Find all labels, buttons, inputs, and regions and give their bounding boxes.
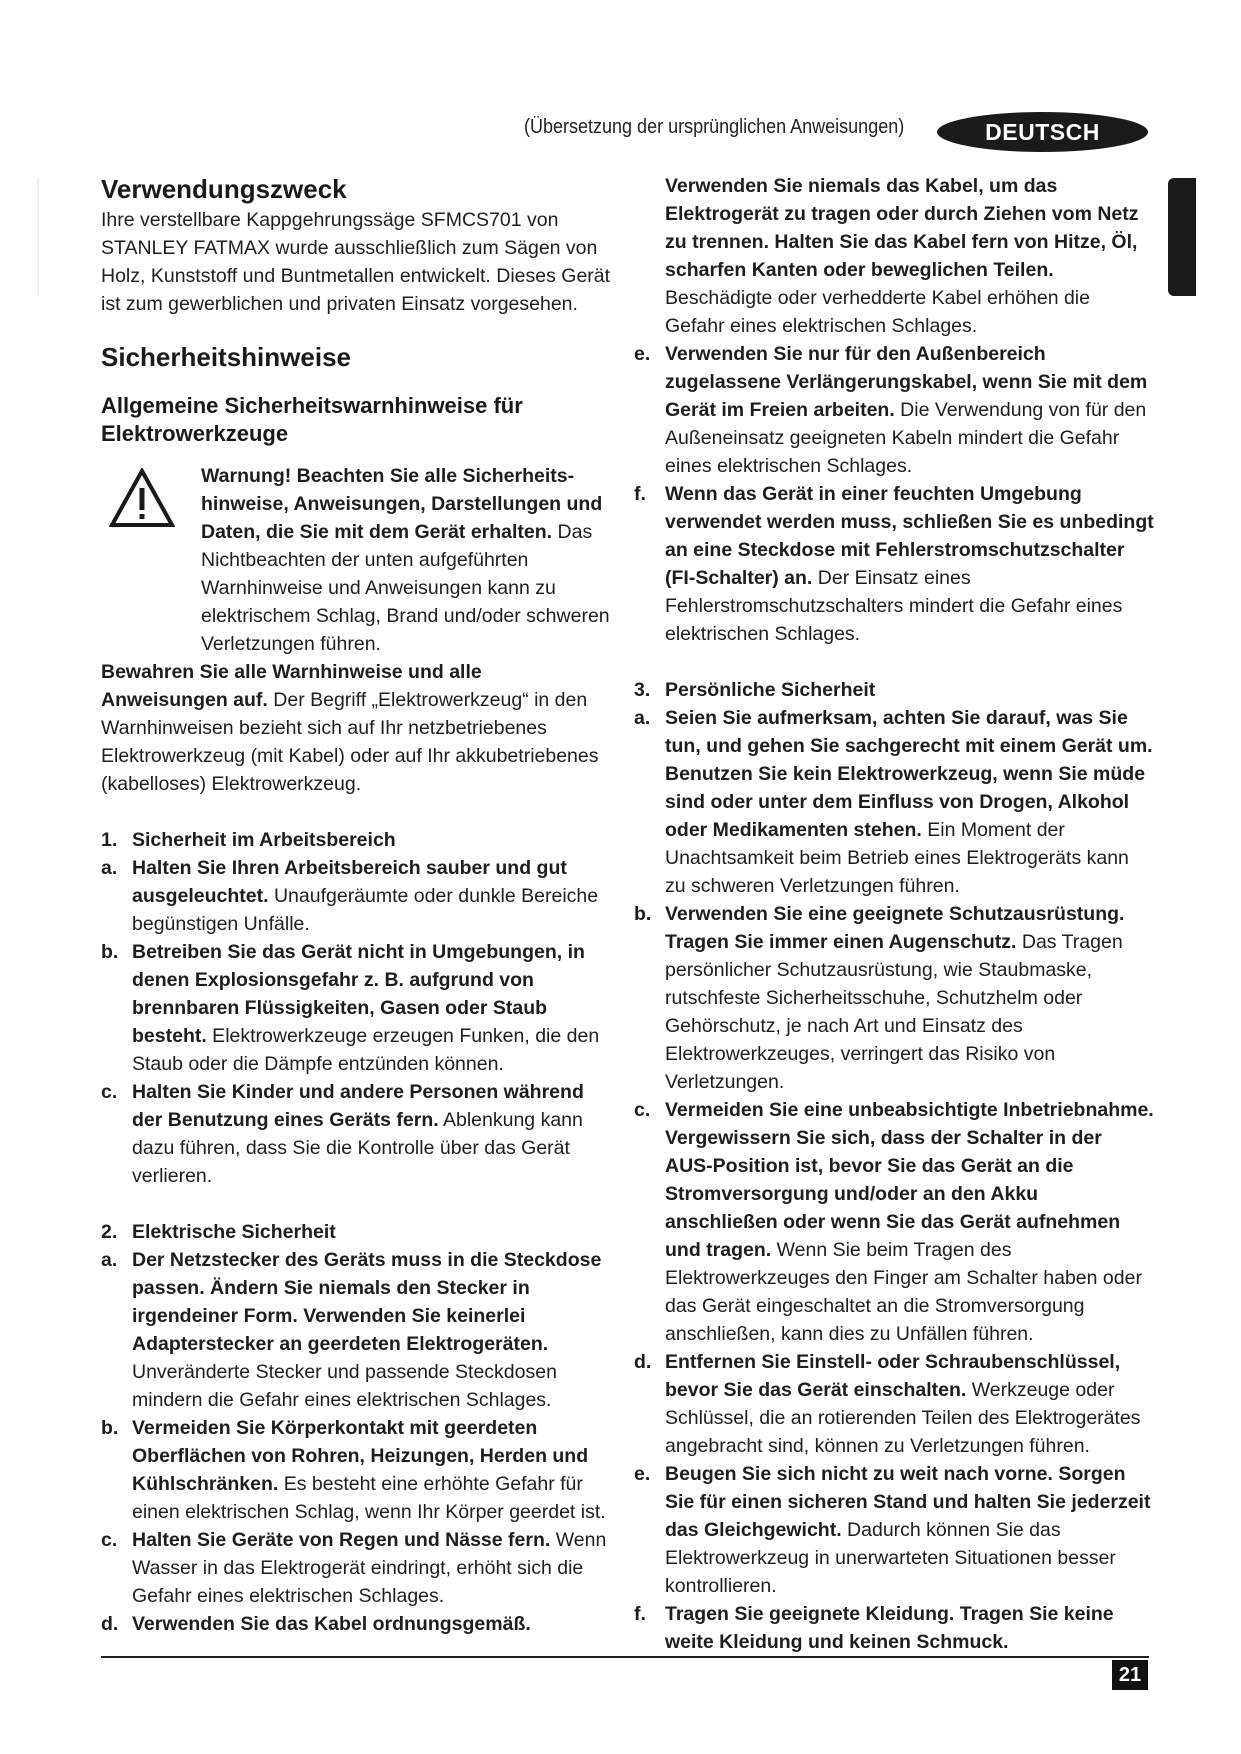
item-marker: b. bbox=[101, 941, 119, 963]
purpose-text: Ihre verstellbare Kappgehrungssäge SFMCS701 von STANLEY FATMAX wurde ausschließlich zum Sägen von Holz, Kunststoff und Buntmetallen entwickelt. Dieses Gerät ist zum gewerblichen und privaten Einsatz vorgesehen. bbox=[101, 209, 611, 315]
item-marker: d. bbox=[634, 1351, 652, 1373]
item-text: Dadurch können Sie das Elektrowerkzeug in unerwarteten Situationen besser kontrollieren. bbox=[665, 1519, 1116, 1597]
item-marker: c. bbox=[101, 1081, 118, 1103]
section-2-number: 2. bbox=[101, 1221, 118, 1243]
list-item bbox=[634, 900, 1154, 1096]
list-item-continued bbox=[634, 172, 1154, 340]
item-text: Elektrowerkzeuge erzeugen Funken, die den Staub oder die Dämpfe entzünden können. bbox=[132, 1025, 600, 1075]
item-text: Der Einsatz eines Fehlerstromschutzschalters mindert die Gefahr eines elektrischen Schlages. bbox=[665, 567, 1123, 645]
item-marker: d. bbox=[101, 1613, 119, 1635]
list-item bbox=[101, 1610, 611, 1638]
translation-note: (Übersetzung der ursprünglichen Anweisungen) bbox=[524, 116, 905, 138]
item-marker: c. bbox=[634, 1099, 651, 1121]
item-text: Wenn Sie beim Tragen des Elektrowerkzeuges den Finger am Schalter haben oder das Gerät eingeschaltet an die Stromversorgung anschließen, kann dies zu Unfällen führen. bbox=[665, 1239, 1142, 1345]
item-bold: Verwenden Sie nur für den Außenbereich zugelassene Verlängerungskabel, wenn Sie mit dem Gerät im Freien arbeiten. bbox=[665, 343, 1148, 421]
item-bold: Halten Sie Ihren Arbeitsbereich sauber und gut ausgeleuchtet. bbox=[132, 857, 567, 907]
list-item bbox=[101, 1246, 611, 1414]
item-marker: a. bbox=[101, 1249, 118, 1271]
item-bold: Vermeiden Sie eine unbeabsichtigte Inbetriebnahme. Vergewissern Sie sich, dass der Schalter in der AUS-Position ist, bevor Sie das Gerät an die Stromversorgung und/oder an den Akku anschließen oder wenn Sie das Gerät aufnehmen und tragen. bbox=[665, 1099, 1154, 1261]
section-3-label: Persönliche Sicherheit bbox=[665, 679, 876, 701]
item-marker: a. bbox=[101, 857, 118, 879]
safety-heading: Sicherheitshinweise bbox=[101, 342, 351, 372]
list-item bbox=[634, 1460, 1154, 1600]
item-bold: Der Netzstecker des Geräts muss in die Steckdose passen. Ändern Sie niemals den Stecker in irgendeiner Form. Verwenden Sie keinerlei Adapterstecker an geerdeten Elektrogeräten. bbox=[132, 1249, 602, 1355]
list-item bbox=[634, 1096, 1154, 1348]
item-bold: Wenn das Gerät in einer feuchten Umgebung verwendet werden muss, schließen Sie es unbedingt an eine Steckdose mit Fehlerstromschutzschalter (FI-Schalter) an. bbox=[665, 483, 1154, 589]
margin-mark bbox=[37, 178, 39, 296]
warning-text: Das Nichtbeachten der unten aufgeführten Warnhinweise und Anweisungen kann zu elektrischem Schlag, Brand und/oder schweren Verletzungen führen. bbox=[201, 521, 610, 655]
list-item bbox=[101, 854, 611, 938]
left-column bbox=[101, 172, 611, 1638]
section-3-number: 3. bbox=[634, 679, 651, 701]
section-1-title bbox=[101, 826, 611, 854]
item-marker: e. bbox=[634, 343, 651, 365]
item-text: Unaufgeräumte oder dunkle Bereiche begünstigen Unfälle. bbox=[132, 885, 599, 935]
item-marker: b. bbox=[101, 1417, 119, 1439]
page-number: 21 bbox=[1112, 1660, 1148, 1690]
list-item bbox=[634, 1600, 1154, 1656]
right-column bbox=[634, 172, 1154, 1656]
list-item bbox=[101, 1526, 611, 1610]
list-item bbox=[101, 1078, 611, 1190]
item-bold: Tragen Sie geeignete Kleidung. Tragen Sie keine weite Kleidung und keinen Schmuck. bbox=[665, 1603, 1114, 1653]
item-bold: Verwenden Sie das Kabel ordnungsgemäß. bbox=[132, 1613, 531, 1635]
item-marker: e. bbox=[634, 1463, 651, 1485]
list-item bbox=[634, 480, 1154, 648]
section-1-number: 1. bbox=[101, 829, 118, 851]
item-text: Beschädigte oder verhedderte Kabel erhöhen die Gefahr eines elektrischen Schlages. bbox=[665, 287, 1090, 337]
list-item bbox=[634, 1348, 1154, 1460]
item-text: Werkzeuge oder Schlüssel, die an rotierenden Teilen des Elektrogerätes angebracht sind, können zu Verletzungen führen. bbox=[665, 1379, 1141, 1457]
item-marker: a. bbox=[634, 707, 651, 729]
warning-triangle-icon bbox=[109, 468, 175, 528]
item-marker: c. bbox=[101, 1529, 118, 1551]
section-2-title bbox=[101, 1218, 611, 1246]
item-bold: Verwenden Sie eine geeignete Schutzausrüstung. Tragen Sie immer einen Augenschutz. bbox=[665, 903, 1125, 953]
keep-bold: Bewahren Sie alle Warnhinweise und alle Anweisungen auf. bbox=[101, 661, 482, 711]
item-bold: Entfernen Sie Einstell- oder Schraubenschlüssel, bevor Sie das Gerät einschalten. bbox=[665, 1351, 1121, 1401]
item-text: Ein Moment der Unachtsamkeit beim Betrieb eines Elektrogeräts kann zu schweren Verletzungen führen. bbox=[665, 819, 1129, 897]
item-bold: Seien Sie aufmerksam, achten Sie darauf, was Sie tun, und gehen Sie sachgerecht mit einem Gerät um. Benutzen Sie kein Elektrowerkzeug, wenn Sie müde sind oder unter dem Einfluss von Drogen, Alkohol oder Medikamenten stehen. bbox=[665, 707, 1153, 841]
item-text: Das Tragen persönlicher Schutzausrüstung, wie Staubmaske, rutschfeste Sicherheitsschuhe, Schutzhelm oder Gehörschutz, je nach Art und Einsatz des Elektrowerkzeuges, verringert das Risiko von Verletzungen. bbox=[665, 931, 1123, 1093]
item-bold: Halten Sie Geräte von Regen und Nässe fern. bbox=[132, 1529, 551, 1551]
section-2-label: Elektrische Sicherheit bbox=[132, 1221, 336, 1243]
list-item bbox=[101, 1414, 611, 1526]
list-item bbox=[634, 340, 1154, 480]
item-bold: Verwenden Sie niemals das Kabel, um das Elektrogerät zu tragen oder durch Ziehen vom Netz zu trennen. Halten Sie das Kabel fern von Hitze, Öl, scharfen Kanten oder beweglichen Teilen. bbox=[665, 175, 1139, 281]
item-bold: Halten Sie Kinder und andere Personen während der Benutzung eines Geräts fern. bbox=[132, 1081, 584, 1131]
section-1-label: Sicherheit im Arbeitsbereich bbox=[132, 829, 396, 851]
section-tab-marker bbox=[1168, 178, 1196, 296]
warning-block bbox=[101, 462, 611, 658]
item-marker: b. bbox=[634, 903, 652, 925]
section-3-title bbox=[634, 676, 1154, 704]
item-marker: f. bbox=[634, 483, 646, 505]
purpose-heading: Verwendungszweck bbox=[101, 174, 347, 204]
warning-bold: Warnung! Beachten Sie alle Sicherheitshinweise, Anweisungen, Darstellungen und Daten, die Sie mit dem Gerät erhalten. bbox=[201, 465, 603, 543]
keep-text: Der Begriff „Elektrowerkzeug“ in den Warnhinweisen bezieht sich auf Ihr netzbetriebenes Elektrowerkzeug (mit Kabel) oder auf Ihr akkubetriebenes (kabelloses) Elektrowerkzeug. bbox=[101, 689, 599, 795]
language-badge: DEUTSCH bbox=[937, 112, 1148, 152]
list-item bbox=[101, 938, 611, 1078]
item-text: Unveränderte Stecker und passende Steckdosen mindern die Gefahr eines elektrischen Schlages. bbox=[132, 1361, 557, 1411]
keep-instructions bbox=[101, 658, 611, 798]
item-text: Ablenkung kann dazu führen, dass Sie die Kontrolle über das Gerät verlieren. bbox=[132, 1109, 583, 1187]
item-bold: Betreiben Sie das Gerät nicht in Umgebungen, in denen Explosionsgefahr z. B. aufgrund von brennbaren Flüssigkeiten, Gasen oder Staub besteht. bbox=[132, 941, 585, 1047]
item-text: Wenn Wasser in das Elektrogerät eindringt, erhöht sich die Gefahr eines elektrischen Schlages. bbox=[132, 1529, 607, 1607]
item-bold: Beugen Sie sich nicht zu weit nach vorne. Sorgen Sie für einen sicheren Stand und halten Sie jederzeit das Gleichgewicht. bbox=[665, 1463, 1151, 1541]
item-marker: f. bbox=[634, 1603, 646, 1625]
list-item bbox=[634, 704, 1154, 900]
item-text: Es besteht eine erhöhte Gefahr für einen elektrischen Schlag, wenn Ihr Körper geerdet ist. bbox=[132, 1473, 606, 1523]
item-bold: Vermeiden Sie Körperkontakt mit geerdeten Oberflächen von Rohren, Heizungen, Herden und Kühlschränken. bbox=[132, 1417, 589, 1495]
item-text: Die Verwendung von für den Außeneinsatz geeigneten Kabeln mindert die Gefahr eines elektrischen Schlages. bbox=[665, 399, 1147, 477]
general-warnings-heading: Allgemeine Sicherheitswarnhinweise für Elektrowerkzeuge bbox=[101, 393, 523, 446]
footer-rule bbox=[101, 1656, 1149, 1658]
